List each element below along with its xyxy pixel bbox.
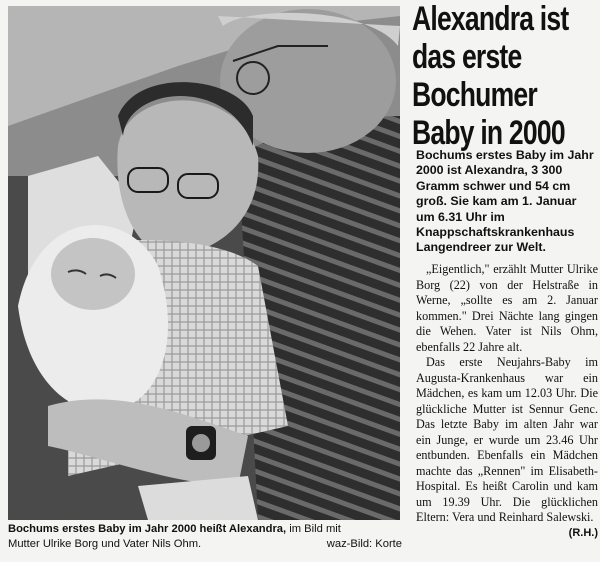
headline-line: Bochumer [412,76,537,114]
article-paragraph: „Eigentlich," erzählt Mutter Ulrike Borg (22) von der Helstraße in Werne, „sollte es am 2. Januar kommen." Drei Nächte lang gingen die Wehen. Vater ist Nils Ohm, ebenfalls 22 Jahre alt. [416,262,598,354]
photo-credit: waz-Bild: Korte [326,538,402,550]
headline-line: Alexandra ist [412,0,569,38]
caption-line-2: Mutter Ulrike Borg und Vater Nils Ohm. [8,538,202,550]
article-paragraph: Das erste Neujahrs-Baby im Augusta-Krankenhaus war ein Mädchen, es kam um 12.03 Uhr. Die glückliche Mutter ist Sennur Genc. Das letzte Baby im alten Jahr war ein Junge, er wurde um 23.46 Uhr entbunden. Ebenfalls ein Mädchen machte das „Rennen" im Elisabeth-Hospital. Es heißt Carolin und kam um 19.39 Uhr. Die glücklichen Eltern: Vera und Reinhard Salewski. [416,355,598,524]
caption-rest: im Bild mit [286,523,341,535]
headline-line: Baby in 2000 [412,114,565,152]
article-body [416,262,598,541]
news-photo [8,6,400,520]
caption-lead: Bochums erstes Baby im Jahr 2000 heißt Alexandra, [8,523,287,535]
photo-caption [8,522,404,558]
headline-line: das erste [412,38,522,76]
article-intro: Bochums erstes Baby im Jahr 2000 ist Alexandra, 3 300 Gramm schwer und 54 cm groß. Sie kam am 1. Januar um 6.31 Uhr im Knappschaftskrankenhaus Langendreer zur Welt. [416,148,594,255]
author-signature: (R.H.) [568,526,598,539]
headline [412,0,599,152]
